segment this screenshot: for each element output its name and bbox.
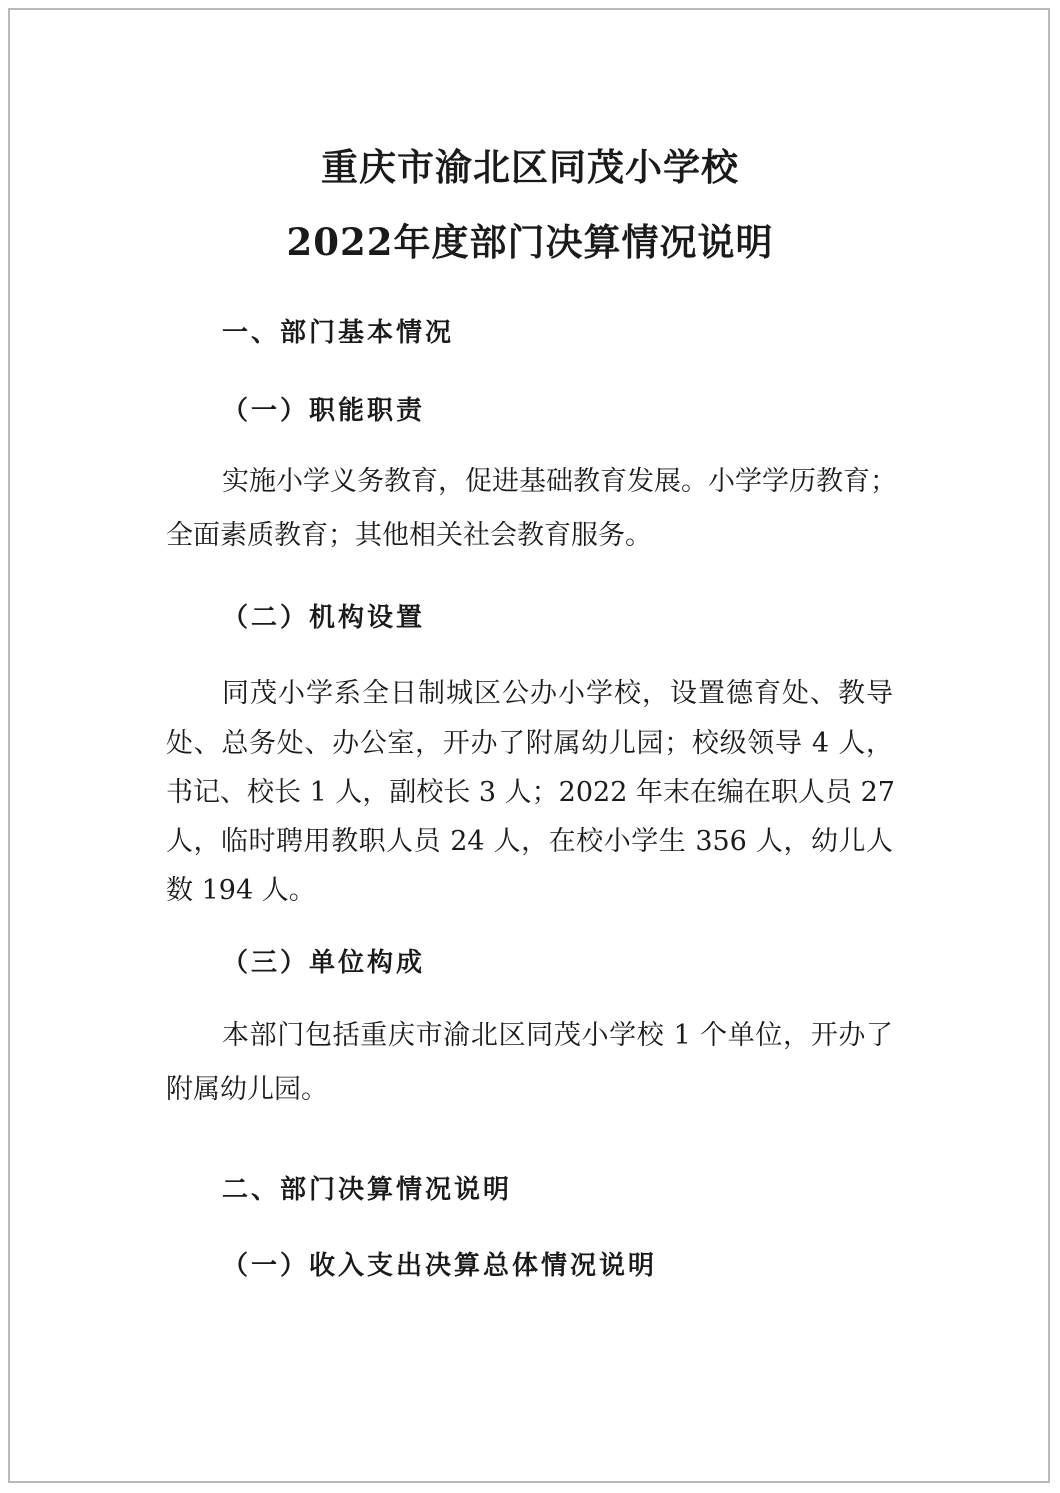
paragraph-line: 本部门包括重庆市渝北区同茂小学校 1 个单位，开办了 (222, 1020, 893, 1051)
section-heading-basic-info: 一、部门基本情况 (222, 318, 455, 348)
subsection-heading-income-expenditure: （一）收入支出决算总体情况说明 (222, 1251, 658, 1281)
paragraph-line: 附属幼儿园。 (166, 1074, 328, 1105)
paragraph-line: 数 194 人。 (166, 875, 316, 906)
subsection-heading-organization: （二）机构设置 (222, 603, 426, 633)
paragraph-line: 全面素质教育；其他相关社会教育服务。 (166, 520, 652, 551)
subsection-heading-duties: （一）职能职责 (222, 396, 426, 426)
document-title-line-1: 重庆市渝北区同茂小学校 (321, 145, 739, 189)
paragraph-line: 实施小学义务教育，促进基础教育发展。小学学历教育； (222, 466, 897, 497)
subsection-heading-composition: （三）单位构成 (222, 948, 426, 978)
paragraph-line: 人，临时聘用教职人员 24 人，在校小学生 356 人，幼儿人 (166, 826, 893, 857)
paragraph-line: 处、总务处、办公室，开办了附属幼儿园；校级领导 4 人， (166, 728, 893, 759)
document-title-line-2: 2022年度部门决算情况说明 (286, 220, 774, 264)
paragraph-line: 同茂小学系全日制城区公办小学校，设置德育处、教导 (222, 678, 893, 709)
section-heading-final-accounts: 二、部门决算情况说明 (222, 1175, 513, 1205)
paragraph-line: 书记、校长 1 人，副校长 3 人；2022 年末在编在职人员 27 (166, 777, 895, 808)
